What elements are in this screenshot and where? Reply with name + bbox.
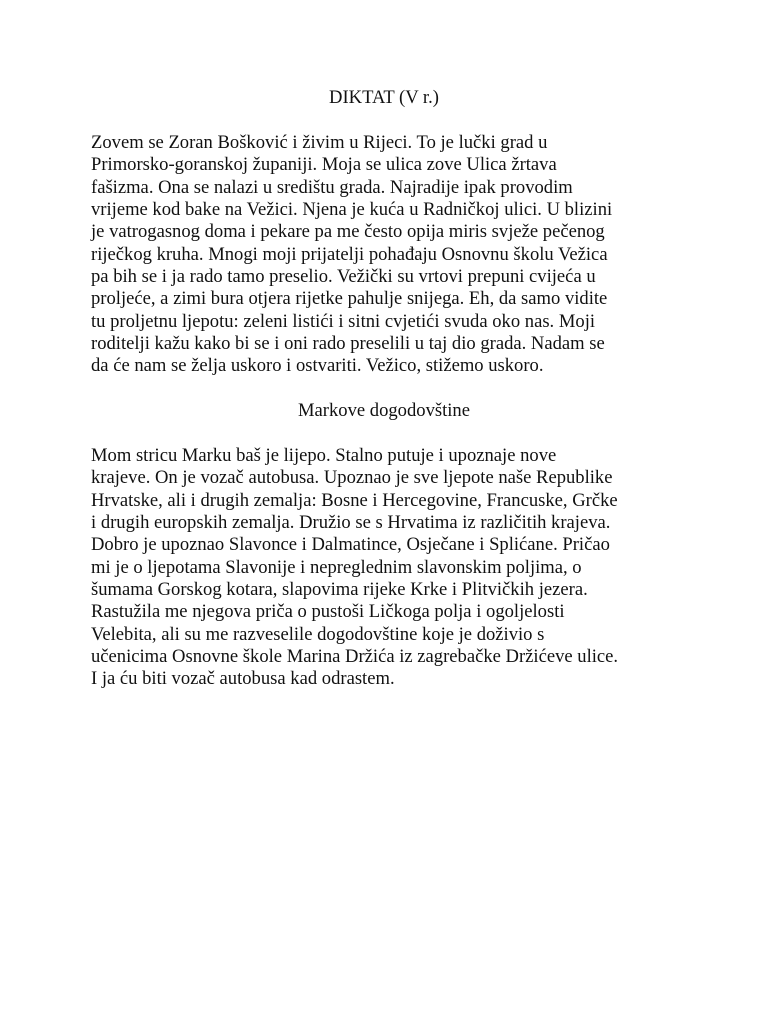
text-line: riječkog kruha. Mnogi moji prijatelji pohađaju Osnovnu školu Vežica [91,243,608,265]
text-line: Mom stricu Marku baš je lijepo. Stalno putuje i upoznaje nove [91,445,557,466]
text-line: roditelji kažu kako bi se i oni rado preselili u taj dio grada. Nadam se [91,333,605,355]
text-line: da će nam se želja uskoro i ostvariti. Vežico, stižemo uskoro. [91,355,544,377]
text-line: učenicima Osnovne škole Marina Držića iz zagrebačke Držićeve ulice. [91,646,619,668]
text-line: mi je o ljepotama Slavonije i nepreglednim slavonskim poljima, o [91,556,582,578]
text-line: krajeve. On je vozač autobusa. Upoznao je sve ljepote naše Republike [91,467,613,489]
section-title-diktat: DIKTAT (V r.) [329,87,439,108]
text-line: i drugih europskih zemalja. Družio se s Hrvatima iz različitih krajeva. [91,512,611,534]
section-title-markove-dogodovstine: Markove dogodovštine [298,400,470,421]
text-line: tu proljetnu ljepotu: zeleni listići i sitni cvjetići svuda oko nas. Moji [91,310,596,332]
text-line: proljeće, a zimi bura otjera rijetke pahulje snijega. Eh, da samo vidite [91,288,608,310]
paragraph-markove-dogodovstine [91,445,691,691]
text-line: Primorsko-goranskoj županiji. Moja se ulica zove Ulica žrtava [91,154,557,176]
text-line: je vatrogasnog doma i pekare pa me često opija miris svježe pečenog [91,221,605,243]
text-line: pa bih se i ja rado tamo preselio. Vežički su vrtovi prepuni cvijeća u [91,266,596,288]
text-line: šumama Gorskog kotara, slapovima rijeke Krke i Plitvičkih jezera. [91,579,588,601]
text-line: Velebita, ali su me razveselile dogodovštine koje je doživio s [91,623,545,645]
text-line: I ja ću biti vozač autobusa kad odrastem. [91,668,395,690]
text-line: Rastužila me njegova priča o pustoši Ličkoga polja i ogoljelosti [91,601,565,623]
text-line: Zovem se Zoran Bošković i živim u Rijeci. To je lučki grad u [91,132,548,153]
paragraph-diktat [91,132,691,378]
text-line: Hrvatske, ali i drugih zemalja: Bosne i Hercegovine, Francuske, Grčke [91,489,618,511]
text-line: Dobro je upoznao Slavonce i Dalmatince, Osječane i Splićane. Pričao [91,534,610,556]
text-line: fašizma. Ona se nalazi u središtu grada. Najradije ipak provodim [91,176,573,198]
text-line: vrijeme kod bake na Vežici. Njena je kuća u Radničkoj ulici. U blizini [91,199,613,221]
